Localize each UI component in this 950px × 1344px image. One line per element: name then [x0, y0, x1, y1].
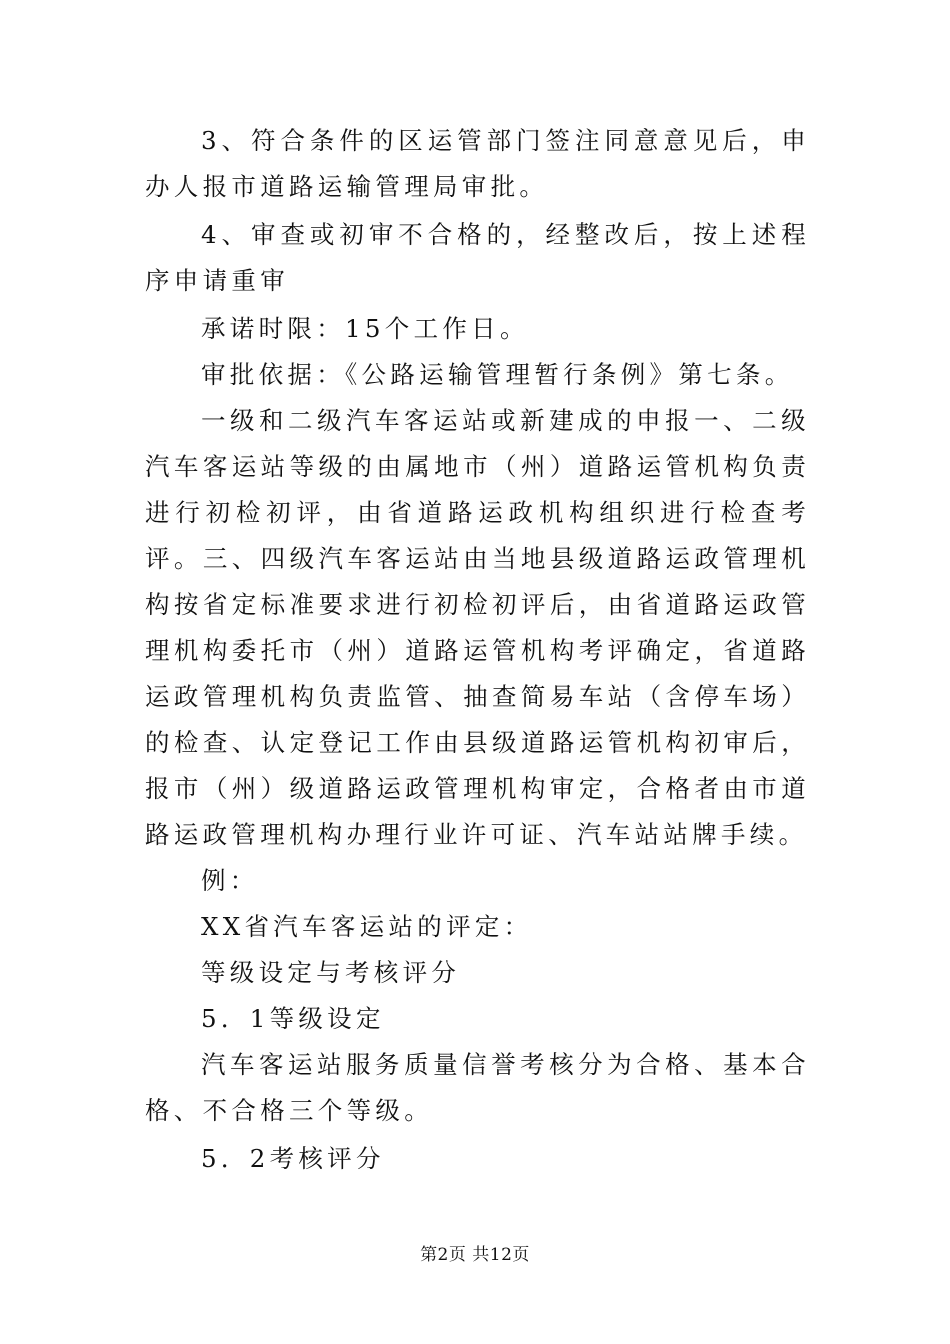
- paragraph-assessment-levels: 汽车客运站服务质量信誉考核分为合格、基本合格、不合格三个等级。: [145, 1050, 810, 1125]
- paragraph-example-title: XX省汽车客运站的评定：: [201, 912, 533, 941]
- paragraph-time-limit: 承诺时限：15个工作日。: [201, 314, 529, 343]
- paragraph-legal-basis: 审批依据：《公路运输管理暂行条例》第七条。: [201, 360, 794, 389]
- paragraph-subsection-5-2: 5．2考核评分: [201, 1144, 385, 1173]
- paragraph-step-4: 4、审查或初审不合格的，经整改后，按上述程序申请重审: [145, 220, 810, 295]
- document-body: [145, 118, 810, 1182]
- paragraph-station-grading: 一级和二级汽车客运站或新建成的申报一、二级汽车客运站等级的由属地市（州）道路运管机构负责进行初检初评，由省道路运政机构组织进行检查考评。三、四级汽车客运站由当地县级道路运政管理机构按省定标准要求进行初检初评后，由省道路运政管理机构委托市（州）道路运管机构考评确定，省道路运政管理机构负责监管、抽查简易车站（含停车场）的检查、认定登记工作由县级道路运管机构初审后，报市（州）级道路运政管理机构审定，合格者由市道路运政管理机构办理行业许可证、汽车站站牌手续。: [145, 406, 810, 849]
- paragraph-example-label: 例：: [201, 866, 259, 895]
- paragraph-section-heading: 等级设定与考核评分: [201, 958, 461, 987]
- paragraph-step-3: 3、符合条件的区运管部门签注同意意见后，申办人报市道路运输管理局审批。: [145, 126, 810, 201]
- page-number-footer: 第2页 共12页: [420, 1245, 530, 1265]
- paragraph-subsection-5-1: 5．1等级设定: [201, 1004, 385, 1033]
